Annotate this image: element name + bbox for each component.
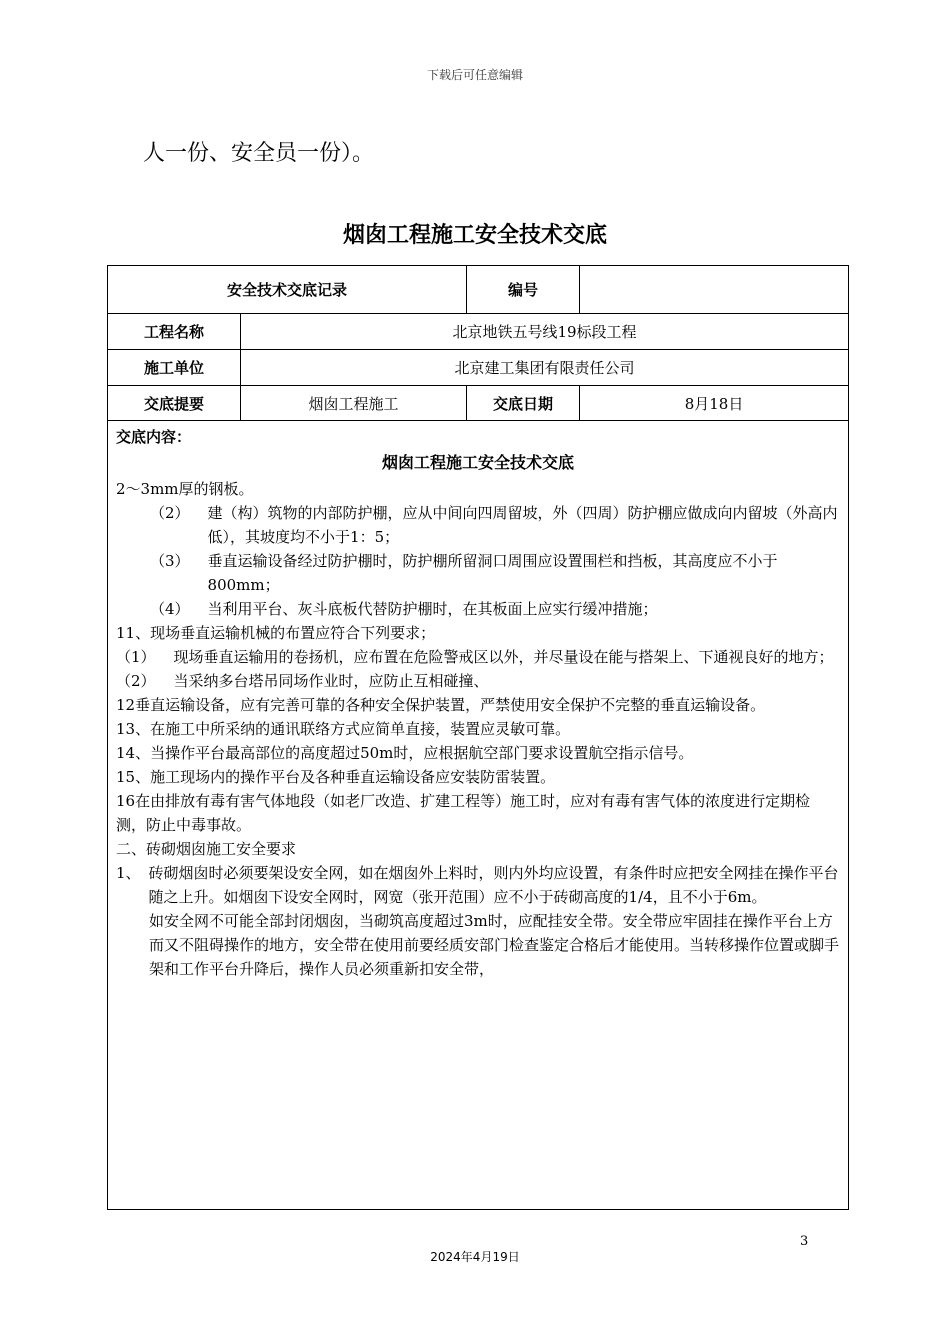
date-label: 交底日期: [467, 386, 580, 421]
content-body: [108, 421, 848, 981]
item-text: 砖砌烟囱时必须要架设安全网，如在烟囱外上料时，则内外均应设置，有条件时应把安全网挂在操作平台随之上升。如烟囱下设安全网时，网宽（张开范围）应不小于砖砌高度的1/4，且不小于6m。: [148, 864, 839, 906]
item-number: （2）: [116, 672, 156, 690]
content-line: 16在由排放有毒有害气体地段（如老厂改造、扩建工程等）施工时，应对有毒有害气体的浓度进行定期检测，防止中毒事故。: [116, 792, 811, 834]
item-number: （4）: [150, 600, 190, 618]
content-line: 13、在施工中所采纳的通讯联络方式应简单直接，装置应灵敏可靠。: [116, 720, 571, 738]
item-text: 建（构）筑物的内部防护棚，应从中间向四周留坡，外（四周）防护棚应做成向内留坡（外高内低），其坡度均不小于1：5；: [207, 504, 838, 546]
document-title: 烟囱工程施工安全技术交底: [342, 223, 607, 248]
unit-label: 施工单位: [108, 350, 241, 386]
item-text: 垂直运输设备经过防护棚时，防护棚所留洞口周围应设置围栏和挡板，其高度应不小于800mm；: [207, 552, 778, 594]
item-number: （2）: [150, 504, 190, 522]
project-label: 工程名称: [108, 314, 241, 350]
header-note: 下载后可任意编辑: [426, 68, 523, 82]
item-text: 当利用平台、灰斗底板代替防护棚时，在其板面上应实行缓冲措施；: [207, 600, 658, 618]
content-line: 12垂直运输设备，应有完善可靠的各种安全保护装置，严禁使用安全保护不完整的垂直运输设备。: [116, 696, 766, 714]
content-item: [116, 645, 840, 669]
summary-label: 交底提要: [108, 386, 241, 421]
content-item: [116, 597, 840, 621]
content-item: [116, 861, 840, 909]
number-label: 编号: [467, 266, 580, 314]
number-value: [580, 266, 849, 314]
item-text: 现场垂直运输用的卷扬机，应布置在危险警戒区以外，并尽量设在能与搭架上、下通视良好的地方；: [173, 648, 834, 666]
lead-line: 人一份、安全员一份）。: [143, 141, 375, 166]
unit-value: 北京建工集团有限责任公司: [241, 350, 849, 386]
content-item: [116, 669, 840, 693]
record-table: [107, 265, 849, 1210]
content-line: 15、施工现场内的操作平台及各种垂直运输设备应安装防雷装置。: [116, 768, 556, 786]
footer-date: 2024年4月19日: [430, 1250, 520, 1264]
content-cell: [108, 421, 849, 1210]
content-item: [116, 501, 840, 549]
item-text: 当采纳多台塔吊同场作业时，应防止互相碰撞、: [173, 672, 489, 690]
content-line: 如安全网不可能全部封闭烟囱，当砌筑高度超过3m时，应配挂安全带。安全带应牢固挂在操作平台上方而又不阻碍操作的地方，安全带在使用前要经质安部门检查鉴定合格后才能使用。当转移操作位置或脚手架和工作平台升降后，操作人员必须重新扣安全带，: [149, 912, 840, 978]
item-number: （1）: [116, 648, 156, 666]
content-line: 11、现场垂直运输机械的布置应符合下列要求；: [116, 624, 436, 642]
record-label: 安全技术交底记录: [108, 266, 467, 314]
content-label: 交底内容：: [116, 428, 192, 446]
item-number: 1、: [116, 864, 141, 882]
summary-value: 烟囱工程施工: [241, 386, 467, 421]
content-line: 二、砖砌烟囱施工安全要求: [116, 840, 297, 858]
content-item: [116, 549, 840, 597]
item-number: （3）: [150, 552, 190, 570]
content-title: 烟囱工程施工安全技术交底: [382, 453, 575, 472]
content-line: 2～3mm厚的钢板。: [116, 480, 254, 498]
content-line: 14、当操作平台最高部位的高度超过50m时，应根据航空部门要求设置航空指示信号。: [116, 744, 694, 762]
date-value: 8月18日: [580, 386, 849, 421]
project-value: 北京地铁五号线19标段工程: [241, 314, 849, 350]
page-number: 3: [800, 1234, 809, 1249]
